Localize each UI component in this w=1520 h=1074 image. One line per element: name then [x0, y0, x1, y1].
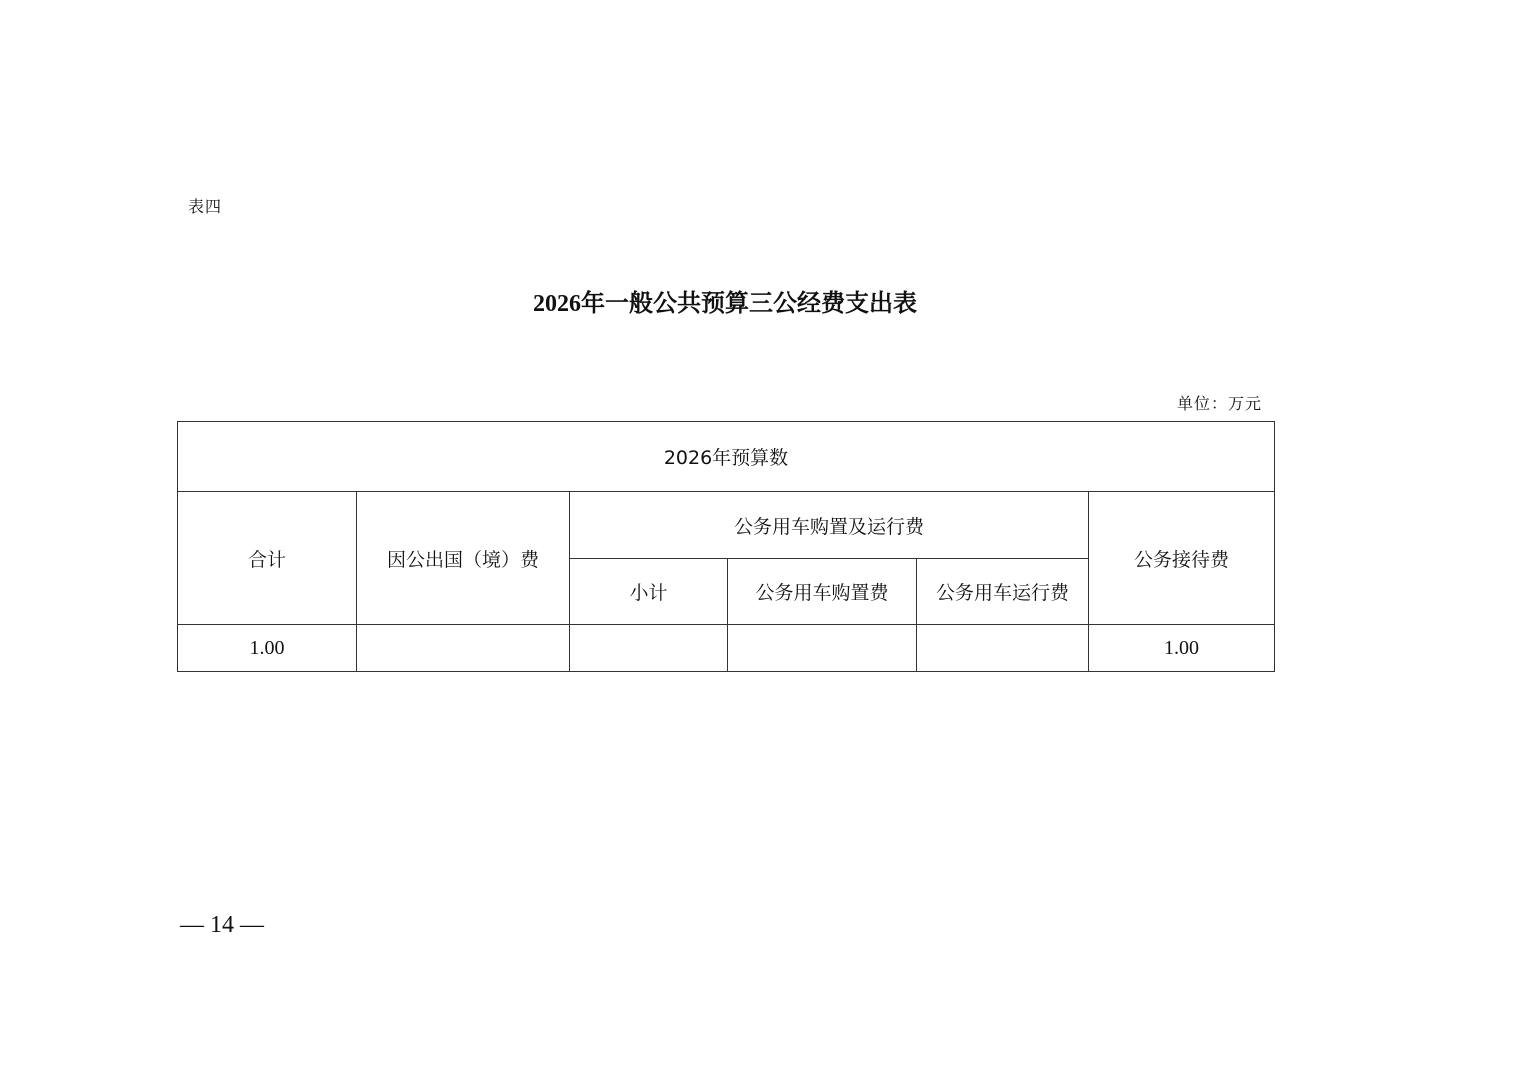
header-vehicle-group: 公务用车购置及运行费: [570, 492, 1089, 559]
header-budget-year: 2026年预算数: [178, 422, 1275, 492]
cell-overseas: [357, 625, 570, 672]
cell-reception: 1.00: [1089, 625, 1275, 672]
page-number: — 14 —: [180, 912, 264, 938]
budget-table: [177, 421, 1275, 672]
header-vehicle-purchase: 公务用车购置费: [728, 559, 917, 625]
unit-label: 单位：万元: [1176, 394, 1262, 413]
cell-vehicle-purchase: [728, 625, 917, 672]
table-row: [178, 625, 1275, 672]
document-title: 2026年一般公共预算三公经费支出表: [533, 291, 917, 317]
cell-total: 1.00: [178, 625, 357, 672]
header-overseas: 因公出国（境）费: [357, 492, 570, 625]
cell-vehicle-operation: [917, 625, 1089, 672]
header-vehicle-operation: 公务用车运行费: [917, 559, 1089, 625]
header-vehicle-subtotal: 小计: [570, 559, 728, 625]
header-total: 合计: [178, 492, 357, 625]
header-reception: 公务接待费: [1089, 492, 1275, 625]
table-label: 表四: [188, 197, 223, 216]
cell-vehicle-subtotal: [570, 625, 728, 672]
